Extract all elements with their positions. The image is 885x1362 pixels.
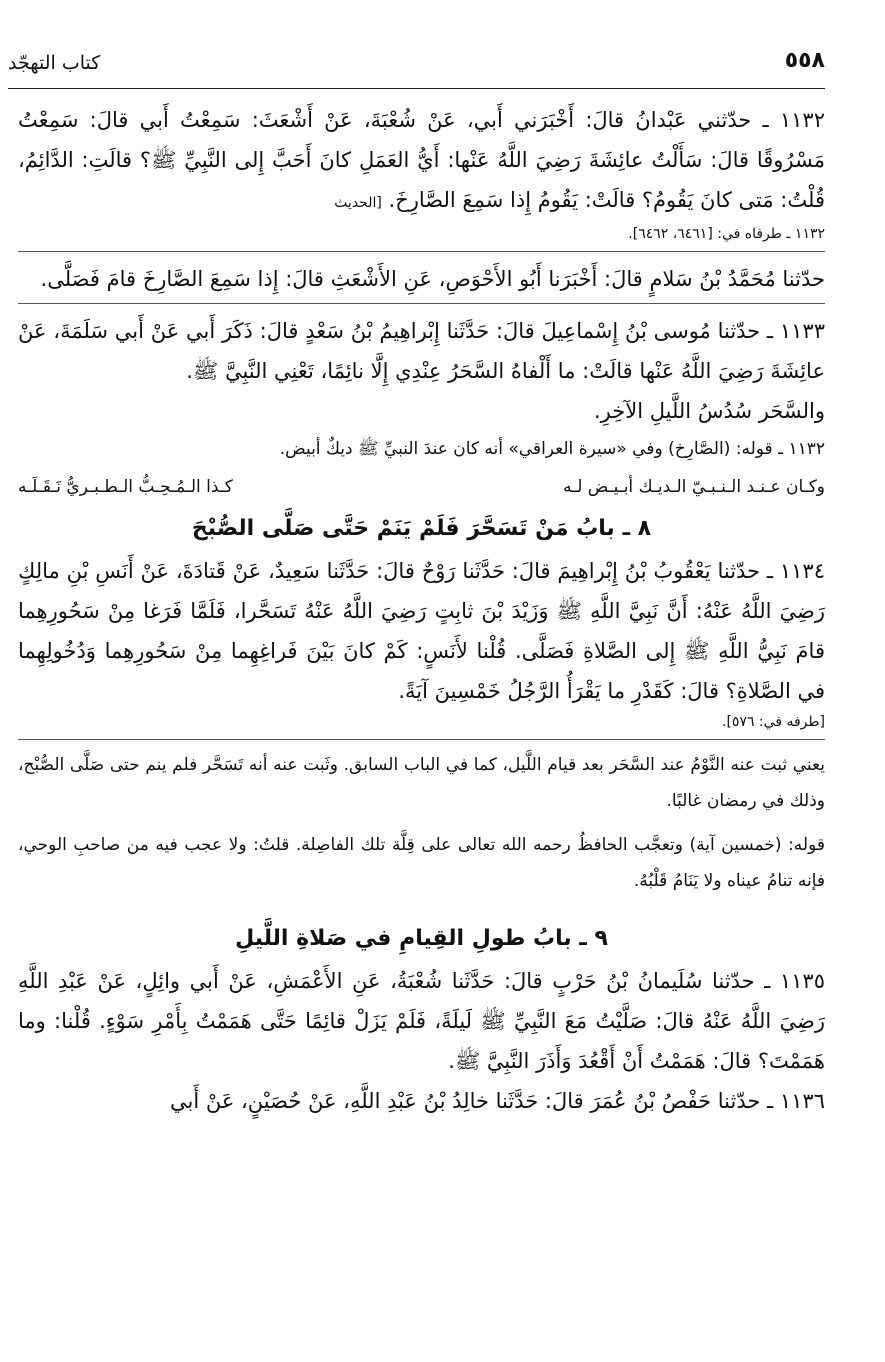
poem-verse [18, 467, 825, 507]
page-body [18, 100, 825, 1342]
hadith-1132-tag: [الحديث [334, 195, 382, 211]
hadith-1132-text: ١١٣٢ ـ حدّثني عَبْدانُ قالَ: أَخْبَرَني أَبي، عَنْ شُعْبَةَ، عَنْ أَشْعَثَ: سَمِعْتُ أَبي قالَ: سَمِعْتُ مَسْرُوقًا قالَ: سَأَلْتُ عائِشَةَ رَضِيَ اللَّهُ عَنْها: أَيُّ العَمَلِ كانَ أَحَبَّ إِلى النَّبِيِّ ﷺ؟ قالَتِ: الدَّائِمُ، قُلْتُ: مَتى كانَ يَقُومُ؟ قالَتْ: يَقُومُ إِذا سَمِعَ الصَّارِخَ. [18, 108, 825, 212]
hadith-1133: ١١٣٣ ـ حدّثنا مُوسى بْنُ إِسْماعِيلَ قالَ: حَدَّثَنا إِبْراهِيمُ بْنُ سَعْدٍ قالَ: ذَكَرَ أَبي عَنْ أَبي سَلَمَةَ، عَنْ عائِشَةَ رَضِيَ اللَّهُ عَنْها قالَتْ: ما أَلْفاهُ السَّحَرُ عِنْدِي إِلَّا نائِمًا، تَعْنِي النَّبِيَّ ﷺ. [18, 319, 825, 383]
commentary-1132: ١١٣٢ ـ قوله: (الصَّارِخ) وفي «سيرة العراقي» أنه كان عندَ النبيِّ ﷺ ديكٌ أبيض. [279, 439, 825, 459]
hadith-1132-alt-chain: حدّثنا مُحَمَّدُ بْنُ سَلامٍ قالَ: أَخْبَرَنا أَبُو الأَحْوَصِ، عَنِ الأَشْعَثِ قالَ: إِذا سَمِعَ الصَّارِخَ قامَ فَصَلَّى. [40, 267, 825, 291]
page-number: ٥٥٨ [784, 48, 825, 73]
hadith-1136: ١١٣٦ ـ حدّثنا حَفْصُ بْنُ عُمَرَ قالَ: حَدَّثَنا خالِدُ بْنُ عَبْدِ اللَّهِ، عَنْ حُصَيْنٍ، عَنْ أَبي [169, 1089, 825, 1113]
commentary-1134-a: يعني ثبت عنه النَّوْمُ عند السَّحَر بعد قيام اللَّيل، كما في الباب السابق. وثَبت عنه أنه تَسَحَّر فلم ينم حتى صَلَّى الصُّبْح، وذلك في رمضان غالبًا. [18, 755, 825, 811]
separator [18, 303, 825, 305]
hadith-1132 [18, 100, 825, 223]
hadith-1134-reference: [طرفه في: ٥٧٦]. [722, 714, 825, 730]
separator [18, 251, 825, 253]
hadith-1134: ١١٣٤ ـ حدّثنا يَعْقُوبُ بْنُ إِبْراهِيمَ قالَ: حَدَّثَنا رَوْحٌ قالَ: حَدَّثَنا سَعِيدٌ، عَنْ قَتادَةَ، عَنْ أَنَسِ بْنِ مالِكٍ رَضِيَ اللَّهُ عَنْهُ: أَنَّ نَبِيَّ اللَّهِ ﷺ وَزَيْدَ بْنَ ثابِتٍ رَضِيَ اللَّهُ عَنْهُ تَسَحَّرا، فَلَمَّا فَرَغا مِنْ سَحُورِهِما قامَ نَبِيُّ اللَّهِ ﷺ إِلى الصَّلاةِ فَصَلَّى. قُلْنا لأَنَسٍ: كَمْ كانَ بَيْنَ فَراغِهِما مِنْ سَحُورِهِما وَدُخُولِهِما في الصَّلاةِ؟ قالَ: كَقَدْرِ ما يَقْرَأُ الرَّجُلُ خَمْسِينَ آيَةً. [18, 559, 825, 703]
page-header [8, 48, 825, 88]
running-title: كتاب التهجّد [8, 52, 101, 74]
poem-hemistich-left: كـذا الـمُـحِـبُّ الـطـبـريُّ نَـقَـلَـه [18, 477, 233, 497]
separator [18, 739, 825, 741]
header-rule [8, 88, 825, 89]
hadith-1133-gloss: والسَّحَر سُدُسُ اللَّيلِ الآخِرِ. [593, 399, 825, 423]
chapter-9-heading: ٩ ـ بابُ طولِ القِيامِ في صَلاةِ اللَّيلِ [235, 926, 608, 951]
commentary-1134-b: قوله: (خمسين آية) وتعجَّب الحافظُ رحمه الله تعالى على قِلَّة تلك الفاصِلة. قلتُ: ولا عجب فيه من صاحبِ الوحي، فإنه تنامُ عيناه ولا يَنَامُ قَلْبُهُ. [18, 835, 825, 891]
poem-hemistich-right: وكـان عـنـد الـنـبـيّ الـديـك أبـيـض لـه [563, 477, 825, 497]
hadith-1135: ١١٣٥ ـ حدّثنا سُلَيمانُ بْنُ حَرْبٍ قالَ: حَدَّثَنا شُعْبَةُ، عَنِ الأَعْمَشِ، عَنْ أَبي وائِلٍ، عَنْ عَبْدِ اللَّهِ رَضِيَ اللَّهُ عَنْهُ قالَ: صَلَّيْتُ مَعَ النَّبِيِّ ﷺ لَيلَةً، فَلَمْ يَزَلْ قائِمًا حَتَّى هَمَمْتُ بِأَمْرِ سَوْءٍ. قُلْنا: وما هَمَمْتَ؟ قالَ: هَمَمْتُ أَنْ أَقْعُدَ وَأَذَرَ النَّبِيَّ ﷺ. [18, 969, 825, 1073]
chapter-8-heading: ٨ ـ بابُ مَنْ تَسَحَّرَ فَلَمْ يَنَمْ حَتَّى صَلَّى الصُّبْحَ [191, 516, 652, 541]
hadith-1132-reference: ١١٣٢ ـ طرفاه في: [٦٤٦١، ٦٤٦٢]. [628, 226, 825, 242]
